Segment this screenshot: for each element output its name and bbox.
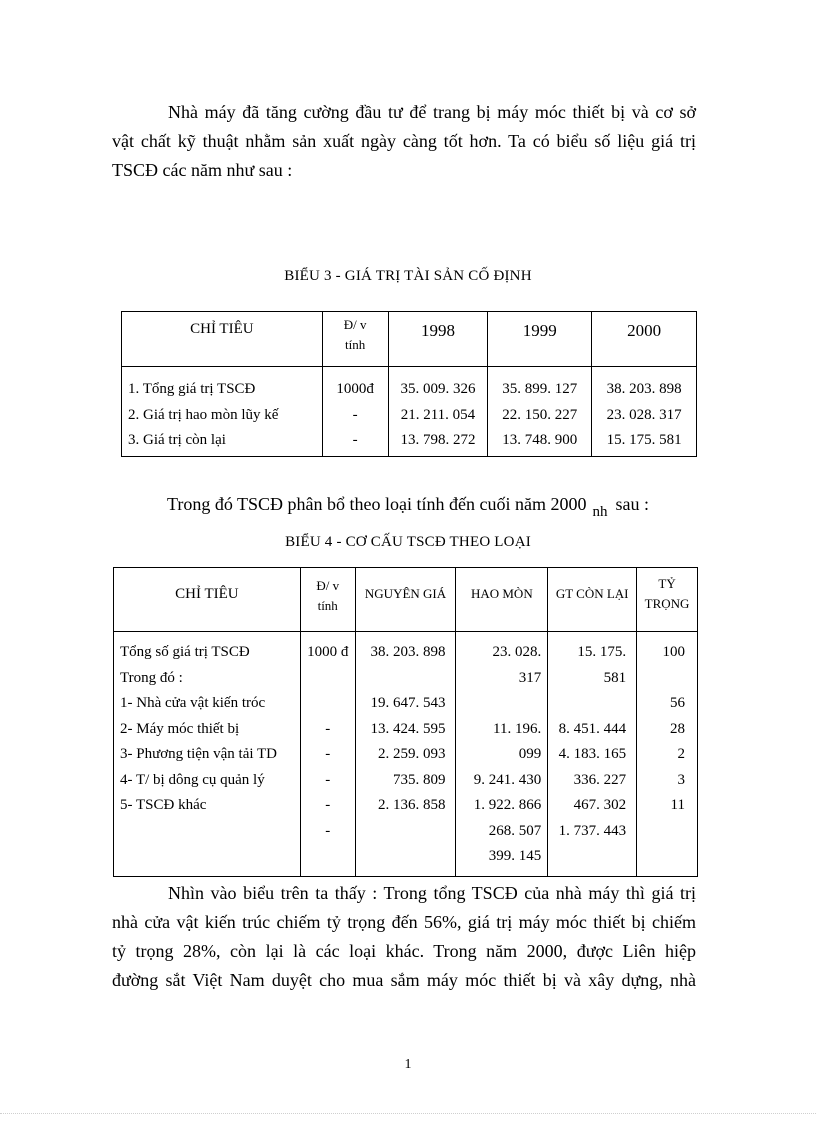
table3-header-1998: 1998: [388, 312, 488, 367]
table4-value: 11: [670, 797, 685, 813]
table4-value: [637, 666, 685, 692]
table4-value: 38. 203. 898: [370, 644, 446, 660]
table3-header-unit: Đ/ v tính: [322, 312, 388, 367]
table4-value: 467. 302: [573, 797, 627, 813]
table4-value: 099: [518, 746, 542, 762]
table3-value: 38. 203. 898: [606, 381, 682, 397]
table4-body-row: [114, 632, 698, 877]
intro-paragraph: [112, 98, 696, 185]
page-bottom-divider: [0, 1113, 816, 1114]
table4-header-item: CHỈ TIÊU: [114, 568, 301, 632]
table3-value: 13. 748. 900: [502, 432, 578, 448]
table4-item: Trong đó :: [120, 669, 183, 686]
table4-value: [456, 691, 541, 717]
closing-line-3: tỷ trọng 28%, còn lại là các loại khác. Trong năm 2000, được Liên hiệp: [112, 941, 696, 961]
table4-item: 1- Nhà cửa vật kiến tróc: [120, 695, 266, 711]
table4-value: 2: [677, 746, 685, 762]
table3-value: 21. 211. 054: [400, 406, 476, 423]
table3-header-1999: 1999: [488, 312, 592, 367]
table4-value: 28: [670, 720, 685, 737]
intro-line-3: TSCĐ các năm như sau :: [112, 160, 293, 180]
table4-value: 735. 809: [392, 771, 446, 788]
fixed-asset-value-table: [121, 311, 697, 457]
table4-value: 1. 737. 443: [558, 822, 627, 839]
table4-residual-cell: [548, 632, 637, 877]
table3-value: 22. 150. 227: [502, 406, 578, 423]
table3-value: 35. 899. 127: [502, 381, 578, 397]
allocation-text: Trong đó TSCĐ phân bổ theo loại tính đến cuối năm 2000: [167, 494, 587, 514]
allocation-tail: sau :: [615, 494, 649, 514]
table4-value: 100: [662, 644, 685, 660]
table4-value: 317: [518, 669, 542, 686]
table4-value: 8. 451. 444: [558, 720, 627, 737]
table4-item: 5- TSCĐ khác: [120, 797, 207, 813]
table3-value: 35. 009. 326: [400, 381, 476, 397]
intro-line-2: vật chất kỹ thuật nhằm sản xuất ngày càng tốt hơn. Ta có biểu số liệu giá trị: [112, 131, 696, 151]
table4-value: 3: [677, 771, 685, 788]
table4-header-unit: Đ/ v tính: [300, 568, 355, 632]
table3-unit: -: [352, 432, 358, 448]
table3-body-row: [122, 367, 697, 457]
table4-original-cost-cell: [355, 632, 456, 877]
table4-value: 56: [670, 695, 685, 711]
table3-items-cell: [122, 367, 323, 457]
table3-value: 13. 798. 272: [400, 432, 476, 448]
table4-value: 268. 507: [488, 822, 542, 839]
closing-paragraph: [112, 879, 696, 995]
table4-header-residual: GT CÒN LẠI: [548, 568, 637, 632]
table4-unit: [301, 691, 355, 717]
table4-unit: -: [325, 771, 331, 788]
table4-value: [548, 691, 626, 717]
table4-units-cell: [300, 632, 355, 877]
table4-items-cell: [114, 632, 301, 877]
table4-depreciation-cell: [456, 632, 548, 877]
table3-header-2000: 2000: [592, 312, 697, 367]
table4-value: 15. 175.: [577, 644, 627, 660]
table4-header-row: [114, 568, 698, 632]
table3-unit: 1000đ: [336, 381, 374, 397]
table4-value: 581: [603, 669, 627, 686]
table4-value: 2. 136. 858: [377, 797, 446, 813]
table4-item: 2- Máy móc thiết bị: [120, 720, 240, 737]
table4-value: [356, 666, 446, 692]
table4-unit: -: [325, 746, 331, 762]
table4-header-original-cost: NGUYÊN GIÁ: [355, 568, 456, 632]
table3-value: 23. 028. 317: [606, 406, 682, 423]
table4-value: 399. 145: [488, 848, 542, 864]
closing-line-1: Nhìn vào biểu trên ta thấy : Trong tổng TSCĐ của nhà máy thì giá trị: [168, 883, 696, 903]
page-number: 1: [404, 1057, 412, 1072]
table3-header-item: CHỈ TIÊU: [122, 312, 323, 367]
table4-value: 1. 922. 866: [473, 797, 542, 813]
table4-item: 4- T/ bị dông cụ quản lý: [120, 771, 265, 788]
table3-item: 2. Giá trị hao mòn lũy kế: [128, 406, 279, 423]
table4-value: 2. 259. 093: [377, 746, 446, 762]
closing-line-4: đường sắt Việt Nam duyệt cho mua sắm máy móc thiết bị và xây dựng, nhà: [112, 970, 696, 990]
table3-value: 15. 175. 581: [606, 432, 682, 448]
intro-line-1: Nhà máy đã tăng cường đầu tư để trang bị máy móc thiết bị và cơ sở: [168, 102, 696, 122]
allocation-subscript: nh: [592, 504, 608, 520]
table4-unit: -: [325, 720, 331, 737]
table4-value: 4. 183. 165: [558, 746, 627, 762]
table3-units-cell: [322, 367, 388, 457]
table3-2000-cell: [592, 367, 697, 457]
table4-header-proportion: TỶ TRỌNG: [637, 568, 698, 632]
table4-item: 3- Phương tiện vận tải TD: [120, 746, 278, 762]
table3-1999-cell: [488, 367, 592, 457]
table4-unit: [301, 666, 355, 692]
table3-item: 1. Tổng giá trị TSCĐ: [128, 381, 256, 397]
table4-value: 9. 241. 430: [473, 771, 542, 788]
table4-value: 23. 028.: [492, 644, 542, 660]
table4-unit: 1000 đ: [307, 644, 349, 660]
table3-item: 3. Giá trị còn lại: [128, 432, 226, 448]
table3-header-row: [122, 312, 697, 367]
closing-line-2: nhà cửa vật kiến trúc chiếm tỷ trọng đến 56%, giá trị máy móc thiết bị chiếm: [112, 912, 696, 932]
table4-proportion-cell: [637, 632, 698, 877]
table4-value: 19. 647. 543: [370, 695, 446, 711]
table4-value: 336. 227: [573, 771, 627, 788]
fixed-asset-structure-table: [113, 567, 698, 877]
allocation-sentence: [0, 494, 816, 520]
table3-title: BIỂU 3 - GIÁ TRỊ TÀI SẢN CỐ ĐỊNH: [284, 268, 532, 284]
table4-item: Tổng số giá trị TSCĐ: [120, 644, 250, 660]
table4-unit: -: [325, 797, 331, 813]
table4-value: 13. 424. 595: [370, 720, 446, 737]
table3-unit: -: [352, 406, 358, 423]
table4-title: BIỂU 4 - CƠ CẤU TSCĐ THEO LOẠI: [285, 534, 531, 550]
table4-unit: -: [325, 822, 331, 839]
table4-value: 11. 196.: [493, 720, 542, 737]
table3-1998-cell: [388, 367, 488, 457]
table4-header-depreciation: HAO MÒN: [456, 568, 548, 632]
